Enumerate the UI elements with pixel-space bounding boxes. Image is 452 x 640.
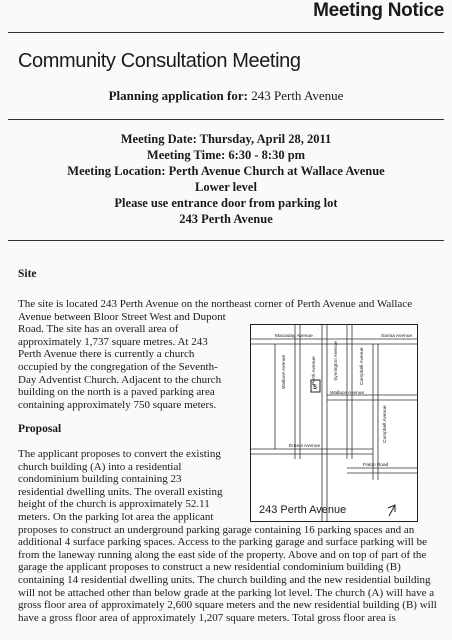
street-label-sarnia: Sarnia Avenue <box>381 334 413 339</box>
street-label-symington: Symington Avenue <box>334 341 339 381</box>
site-line: Perth Avenue there is currently a church <box>18 348 195 361</box>
proposal-line: additional 4 surface parking spaces. Access to the parking garage and surface parking will be <box>18 536 427 549</box>
proposal-line: proposes to construct an underground parking garage containing 16 parking spaces and an <box>18 523 415 536</box>
planning-label: Planning application for: <box>108 88 248 103</box>
street-label-wallace-horizontal: Wallace Avenue <box>330 391 365 396</box>
site-line: Day Adventist Church. Adjacent to the church <box>18 373 222 386</box>
planning-address: 243 Perth Avenue <box>251 88 344 103</box>
meeting-details <box>0 131 452 227</box>
proposal-line: condominium building containing 23 <box>18 473 182 486</box>
street-label-paton: Paton Road <box>363 463 389 468</box>
proposal-line: will not be attached other than below grade at the parking lot level. The church (A) will have a <box>18 586 435 599</box>
page-title: Community Consultation Meeting <box>18 50 301 72</box>
site-line: Avenue between Bloor Street West and Dupont <box>18 310 226 323</box>
location-map <box>250 324 418 522</box>
proposal-line: from the laneway running along the east side of the property. Above and on top of part of the <box>18 548 427 561</box>
planning-rule <box>8 119 444 120</box>
meeting-date: Meeting Date: Thursday, April 28, 2011 <box>120 132 332 146</box>
planning-application <box>0 88 452 104</box>
map-caption: 243 Perth Avenue <box>259 504 347 516</box>
site-heading: Site <box>18 268 37 280</box>
street-label-perth: Perth Avenue <box>312 356 317 385</box>
proposal-line: have a gross floor area of approximately 1,207 square meters. Total gross floor area is <box>18 611 396 624</box>
proposal-line: height of the church is approximately 52.11 <box>18 498 210 511</box>
meeting-time: Meeting Time: 6:30 - 8:30 pm <box>146 148 306 162</box>
street-label-ernest: Ernest Avenue <box>289 444 321 449</box>
notice-title: Meeting Notice <box>313 0 444 21</box>
site-line: Road. The site has an overall area of <box>18 323 179 336</box>
proposal-line: residential dwelling units. The overall existing <box>18 485 223 498</box>
site-line: occupied by the congregation of the Seventh- <box>18 360 218 373</box>
proposal-line: church building (A) into a residential <box>18 460 182 473</box>
street-label-campbell-north: Campbell Avenue <box>360 347 365 385</box>
meeting-address: 243 Perth Avenue <box>179 212 273 226</box>
street-label-wallace-vertical: Wallace Avenue <box>282 354 287 389</box>
site-line: containing approximately 750 square meters. <box>18 398 217 411</box>
site-marker-label: S <box>313 385 318 391</box>
street-label-macaulay: Macaulay Avenue <box>275 334 313 339</box>
proposal-line: garage the applicant proposes to construct a new residential condominium building (B) <box>18 561 401 574</box>
meeting-location: Meeting Location: Perth Avenue Church at Wallace Avenue <box>67 164 385 178</box>
site-line: The site is located 243 Perth Avenue on the northeast corner of Perth Avenue and Wallace <box>18 298 413 310</box>
site-line: approximately 1,737 square metres. At 243 <box>18 335 208 348</box>
header-rule <box>8 32 444 33</box>
meeting-level: Lower level <box>195 180 257 194</box>
proposal-heading: Proposal <box>18 423 62 435</box>
site-line: building on the north is a paved parking area <box>18 386 215 399</box>
meeting-rule <box>8 240 444 241</box>
proposal-line: meters. On the parking lot area the applicant <box>18 510 214 523</box>
north-arrow-icon <box>388 505 395 516</box>
street-label-campbell-south: Campbell Avenue <box>383 405 388 443</box>
proposal-line: gross floor area of approximately 2,600 square meters and the new residential building (B) will <box>18 599 437 612</box>
proposal-line: The applicant proposes to convert the existing <box>18 448 221 460</box>
proposal-line: containing 14 residential dwelling units. The church building and the new residential building <box>18 573 431 586</box>
map-drawing <box>251 325 417 521</box>
meeting-entrance: Please use entrance door from parking lot <box>114 196 338 210</box>
